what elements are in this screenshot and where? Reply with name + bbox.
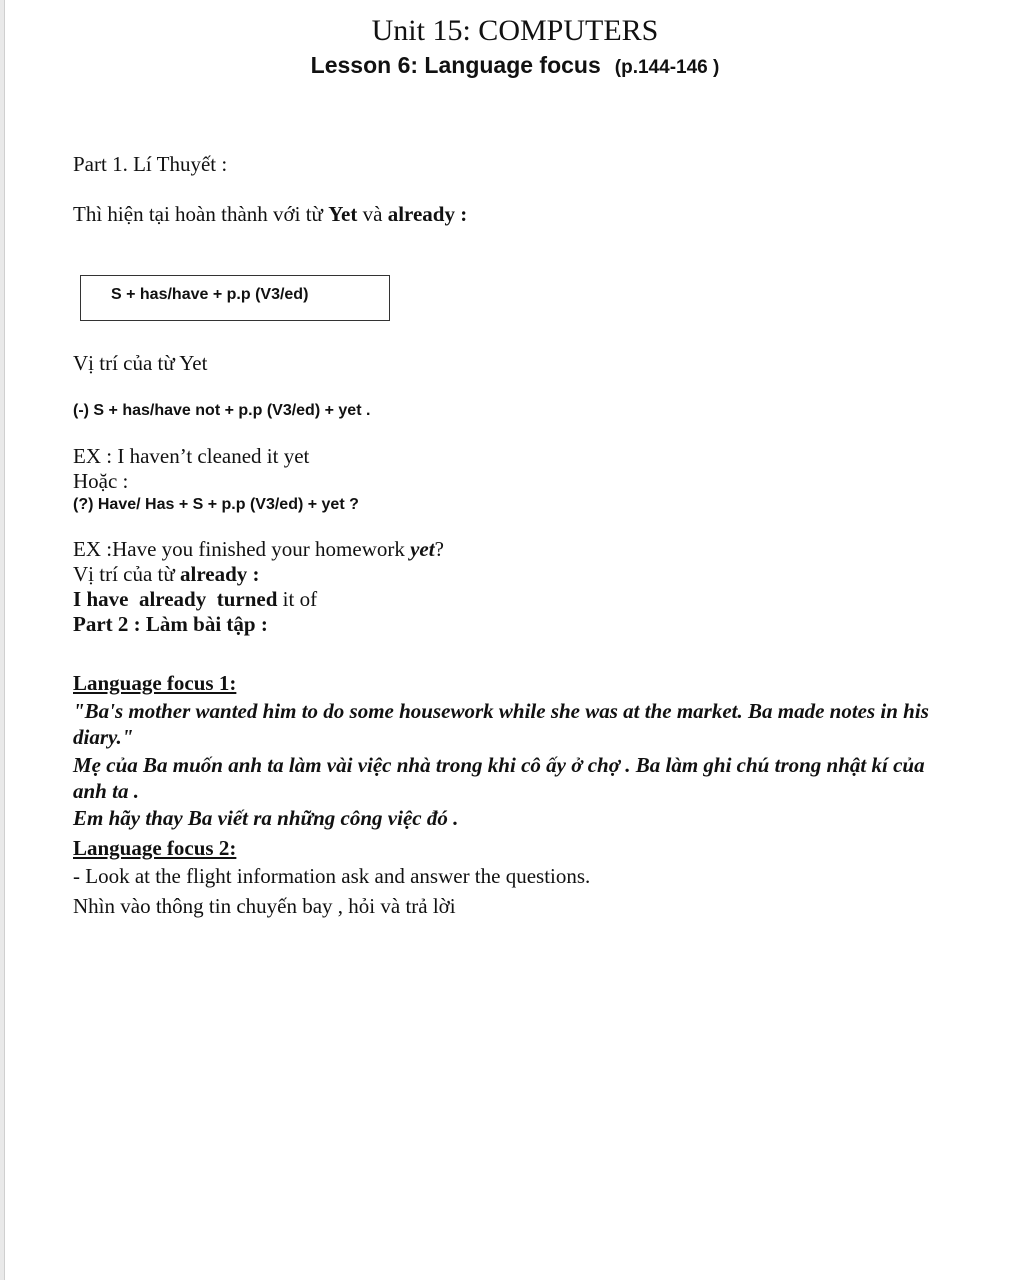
lesson-title: Lesson 6: Language focus — [310, 52, 601, 78]
example-3 — [73, 587, 317, 612]
formula-box — [80, 275, 390, 321]
yet-position-heading: Vị trí của từ Yet — [73, 351, 208, 375]
negative-formula: (-) S + has/have not + p.p (V3/ed) + yet . — [73, 402, 371, 419]
intro-already: already : — [387, 202, 468, 226]
lf1-quote: "Ba's mother wanted him to do some housework while she was at the market. Ba made notes in his diary." — [73, 699, 929, 749]
page-title: Unit 15: COMPUTERS — [371, 14, 659, 47]
example-2-text: EX :Have you finished your homework — [73, 537, 411, 561]
lf1-heading: Language focus 1: — [73, 671, 237, 695]
lf1-vietnamese: Mẹ của Ba muốn anh ta làm vài việc nhà trong khi cô ấy ở chợ . Ba làm ghi chú trong nhật kí của anh ta . — [73, 753, 925, 803]
example-3-turned: turned — [216, 587, 278, 611]
part2-heading: Part 2 : Làm bài tập : — [73, 612, 268, 636]
lf2-instruction: - Look at the flight information ask and answer the questions. — [73, 864, 591, 888]
already-position-text: Vị trí của từ — [73, 562, 181, 586]
example-1: EX : I haven’t cleaned it yet — [73, 444, 310, 468]
example-2-mark: ? — [434, 537, 444, 561]
intro-and: và — [357, 202, 388, 226]
lf2-vietnamese: Nhìn vào thông tin chuyến bay , hỏi và trả lời — [73, 894, 456, 918]
example-3-already: already — [138, 587, 207, 611]
document-page — [4, 0, 1024, 1280]
example-3-rest: it of — [277, 587, 318, 611]
formula-text: S + has/have + p.p (V3/ed) — [111, 286, 309, 303]
example-2 — [73, 537, 444, 562]
example-3-have: have — [86, 587, 129, 611]
already-position-heading — [73, 562, 260, 587]
already-position-word: already : — [180, 562, 260, 586]
intro-yet: Yet — [328, 202, 358, 226]
part1-intro — [73, 202, 467, 227]
example-3-i: I — [73, 587, 87, 611]
question-formula: (?) Have/ Has + S + p.p (V3/ed) + yet ? — [73, 496, 359, 513]
part1-heading: Part 1. Lí Thuyết : — [73, 152, 228, 176]
lesson-subtitle — [5, 52, 1024, 79]
lf2-heading: Language focus 2: — [73, 836, 237, 860]
intro-text: Thì hiện tại hoàn thành với từ — [73, 202, 329, 226]
lf1-task: Em hãy thay Ba viết ra những công việc đó . — [73, 806, 459, 830]
example-2-yet: yet — [410, 537, 435, 561]
page-range: (p.144-146 ) — [614, 57, 720, 78]
or-label: Hoặc : — [73, 469, 129, 493]
